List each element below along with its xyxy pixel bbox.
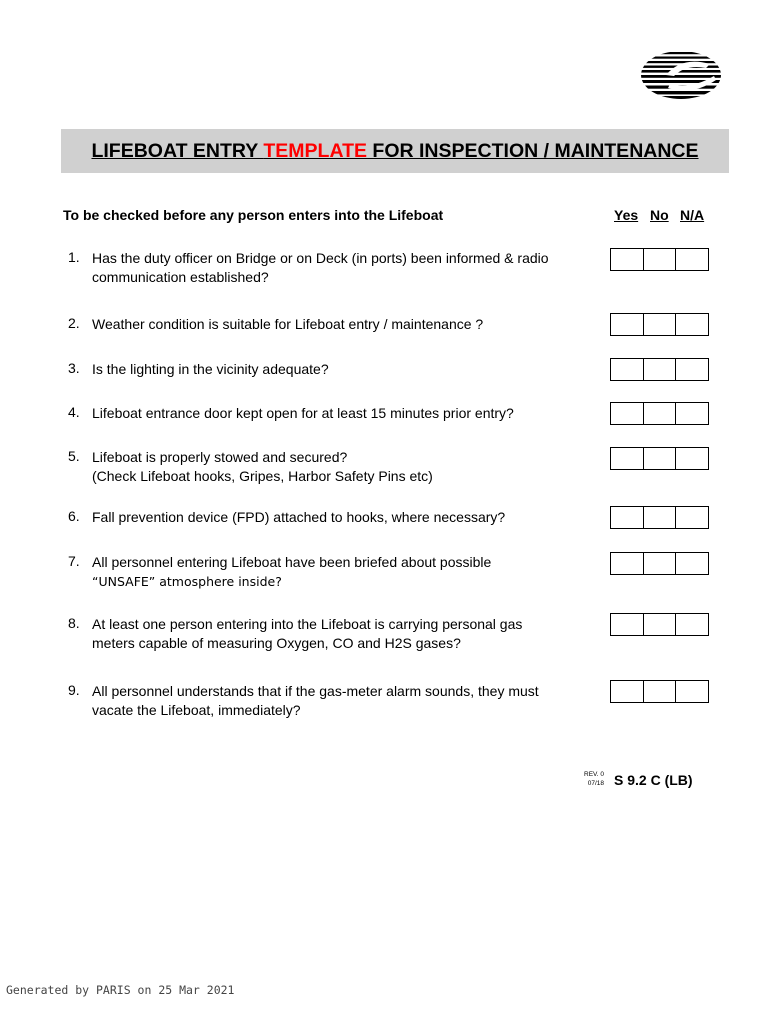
form-code: S 9.2 C (LB) bbox=[614, 772, 693, 788]
question-number: 6. bbox=[68, 508, 80, 524]
revision-number: REV. 0 bbox=[584, 771, 604, 778]
checkbox-yes[interactable] bbox=[611, 507, 644, 528]
question-text bbox=[92, 404, 607, 423]
checkbox-yes[interactable] bbox=[611, 314, 644, 335]
question-line: communication established? bbox=[92, 269, 269, 285]
checkbox-yes[interactable] bbox=[611, 448, 644, 469]
question-line: At least one person entering into the Lifeboat is carrying personal gas bbox=[92, 616, 523, 632]
question-line: Lifeboat is properly stowed and secured? bbox=[92, 449, 348, 465]
answer-boxes bbox=[610, 313, 709, 336]
checkbox-na[interactable] bbox=[676, 448, 708, 469]
checkbox-na[interactable] bbox=[676, 507, 708, 528]
checkbox-no[interactable] bbox=[644, 448, 677, 469]
question-text bbox=[92, 615, 607, 653]
question-text bbox=[92, 249, 607, 287]
answer-boxes bbox=[610, 447, 709, 470]
title-accent: TEMPLATE bbox=[263, 139, 368, 162]
question-number: 5. bbox=[68, 448, 80, 464]
answer-boxes bbox=[610, 248, 709, 271]
title-part1: LIFEBOAT ENTRY bbox=[91, 139, 264, 162]
checklist-instruction: To be checked before any person enters into the Lifeboat bbox=[63, 207, 444, 223]
question-line: meters capable of measuring Oxygen, CO and H2S gases? bbox=[92, 635, 461, 651]
answer-boxes bbox=[610, 680, 709, 703]
question-text bbox=[92, 360, 607, 379]
checkbox-no[interactable] bbox=[644, 314, 677, 335]
checkbox-yes[interactable] bbox=[611, 614, 644, 635]
column-na: N/A bbox=[680, 207, 705, 223]
checkbox-na[interactable] bbox=[676, 681, 708, 702]
checkbox-no[interactable] bbox=[644, 249, 677, 270]
checkbox-yes[interactable] bbox=[611, 249, 644, 270]
answer-boxes bbox=[610, 358, 709, 381]
checkbox-yes[interactable] bbox=[611, 553, 644, 574]
checkbox-yes[interactable] bbox=[611, 403, 644, 424]
checkbox-no[interactable] bbox=[644, 403, 677, 424]
question-line: “UNSAFE” atmosphere inside? bbox=[92, 574, 282, 589]
question-line: All personnel entering Lifeboat have been briefed about possible bbox=[92, 554, 492, 570]
question-text bbox=[92, 508, 607, 527]
checkbox-no[interactable] bbox=[644, 614, 677, 635]
column-no: No bbox=[650, 207, 669, 223]
question-line: vacate the Lifeboat, immediately? bbox=[92, 702, 301, 718]
checkbox-no[interactable] bbox=[644, 553, 677, 574]
checkbox-na[interactable] bbox=[676, 553, 708, 574]
column-yes: Yes bbox=[614, 207, 639, 223]
checkbox-na[interactable] bbox=[676, 314, 708, 335]
checkbox-yes[interactable] bbox=[611, 359, 644, 380]
title-part2: FOR INSPECTION / MAINTENANCE bbox=[367, 139, 699, 162]
answer-boxes bbox=[610, 402, 709, 425]
question-number: 2. bbox=[68, 315, 80, 331]
question-number: 9. bbox=[68, 682, 80, 698]
question-text bbox=[92, 553, 607, 591]
answer-boxes bbox=[610, 613, 709, 636]
checkbox-no[interactable] bbox=[644, 681, 677, 702]
checkbox-na[interactable] bbox=[676, 614, 708, 635]
title-bar bbox=[61, 129, 729, 173]
question-text bbox=[92, 682, 607, 720]
question-line: Weather condition is suitable for Lifeboat entry / maintenance ? bbox=[92, 316, 484, 332]
answer-boxes bbox=[610, 506, 709, 529]
checkbox-no[interactable] bbox=[644, 507, 677, 528]
question-number: 3. bbox=[68, 360, 80, 376]
question-line: Lifeboat entrance door kept open for at least 15 minutes prior entry? bbox=[92, 405, 514, 421]
checkbox-na[interactable] bbox=[676, 249, 708, 270]
revision-date: 07/18 bbox=[587, 780, 604, 787]
checkbox-yes[interactable] bbox=[611, 681, 644, 702]
checklist-header bbox=[63, 207, 713, 227]
page-title bbox=[91, 140, 698, 163]
generated-footer: Generated by PARIS on 25 Mar 2021 bbox=[6, 983, 235, 997]
question-line: Fall prevention device (FPD) attached to hooks, where necessary? bbox=[92, 509, 506, 525]
question-text bbox=[92, 315, 607, 334]
question-line: All personnel understands that if the gas-meter alarm sounds, they must bbox=[92, 683, 539, 699]
question-number: 7. bbox=[68, 553, 80, 569]
answer-boxes bbox=[610, 552, 709, 575]
question-number: 8. bbox=[68, 615, 80, 631]
question-number: 1. bbox=[68, 249, 80, 265]
revision-info bbox=[584, 770, 604, 788]
question-line: Is the lighting in the vicinity adequate? bbox=[92, 361, 329, 377]
question-text bbox=[92, 448, 607, 486]
question-line: (Check Lifeboat hooks, Gripes, Harbor Safety Pins etc) bbox=[92, 468, 433, 484]
checkbox-na[interactable] bbox=[676, 403, 708, 424]
checkbox-na[interactable] bbox=[676, 359, 708, 380]
question-line: Has the duty officer on Bridge or on Deck (in ports) been informed & radio bbox=[92, 250, 549, 266]
company-logo-icon bbox=[640, 50, 722, 100]
checkbox-no[interactable] bbox=[644, 359, 677, 380]
question-number: 4. bbox=[68, 404, 80, 420]
